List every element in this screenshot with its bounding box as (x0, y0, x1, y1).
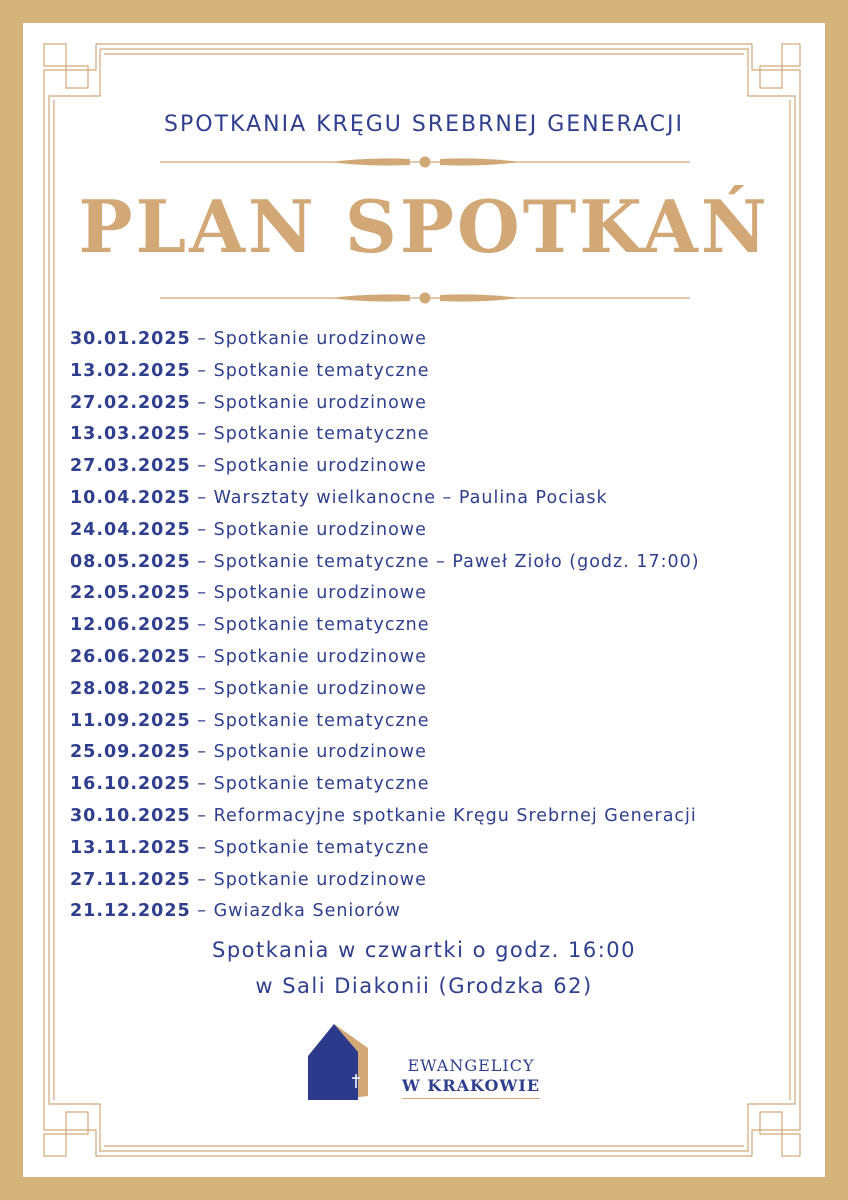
schedule-item (70, 578, 810, 610)
schedule-item (70, 356, 810, 388)
schedule-item (70, 737, 810, 769)
meeting-time-note: Spotkania w czwartki o godz. 16:00 (211, 938, 637, 962)
schedule-item (70, 388, 810, 420)
schedule-date: 27.02.2025 (70, 392, 191, 413)
schedule-description: – Reformacyjne spotkanie Kręgu Srebrnej Generacji (190, 805, 697, 826)
schedule-date: 25.09.2025 (70, 742, 191, 763)
schedule-date: 22.05.2025 (70, 583, 191, 604)
schedule-date: 24.04.2025 (70, 519, 191, 540)
schedule-description: – Spotkanie tematyczne – Paweł Zioło (godz. 17:00) (190, 551, 700, 572)
ornament-divider-bottom (160, 292, 690, 304)
schedule-description: – Spotkanie urodzinowe (190, 456, 427, 477)
schedule-description: – Warsztaty wielkanocne – Paulina Pociask (190, 487, 608, 508)
schedule-description: – Spotkanie urodzinowe (190, 329, 427, 349)
church-logo-text (396, 1056, 546, 1099)
schedule-date: 10.04.2025 (70, 487, 191, 508)
schedule-item (70, 833, 810, 865)
meeting-location-note: w Sali Diakonii (Grodzka 62) (255, 974, 593, 998)
schedule-date: 21.12.2025 (70, 901, 191, 922)
schedule-description: – Spotkanie urodzinowe (190, 583, 427, 604)
schedule-date: 13.02.2025 (70, 360, 191, 381)
schedule-item (70, 451, 810, 483)
schedule-description: – Spotkanie tematyczne (190, 774, 430, 795)
schedule-date: 30.01.2025 (70, 329, 191, 349)
schedule-description: – Spotkanie urodzinowe (190, 519, 427, 540)
schedule-description: – Spotkanie urodzinowe (190, 392, 427, 413)
schedule-date: 27.03.2025 (70, 456, 191, 477)
schedule-description: – Spotkanie tematyczne (190, 710, 430, 731)
logo-line-1: EWANGELICY (407, 1056, 535, 1075)
schedule-date: 30.10.2025 (70, 805, 191, 826)
schedule-item (70, 706, 810, 738)
schedule-description: – Spotkanie urodzinowe (190, 869, 427, 890)
schedule-description: – Spotkanie urodzinowe (190, 678, 427, 699)
schedule-date: 28.08.2025 (70, 678, 191, 699)
schedule-description: – Spotkanie tematyczne (190, 615, 430, 636)
poster-subtitle: SPOTKANIA KRĘGU SREBRNEJ GENERACJI (164, 112, 684, 137)
schedule-date: 13.11.2025 (70, 837, 191, 858)
schedule-item (70, 642, 810, 674)
schedule-description: – Spotkanie urodzinowe (190, 646, 427, 667)
schedule-description: – Spotkanie tematyczne (190, 360, 430, 381)
schedule-date: 27.11.2025 (70, 869, 191, 890)
schedule-description: – Spotkanie tematyczne (190, 424, 430, 445)
schedule-item (70, 769, 810, 801)
ornament-divider-top (160, 156, 690, 168)
schedule-item (70, 801, 810, 833)
schedule-description: – Spotkanie urodzinowe (190, 742, 427, 763)
schedule-date: 26.06.2025 (70, 646, 191, 667)
schedule-item (70, 896, 810, 928)
schedule-description: – Spotkanie tematyczne (190, 837, 430, 858)
schedule-date: 13.03.2025 (70, 424, 191, 445)
schedule-item (70, 419, 810, 451)
schedule-date: 12.06.2025 (70, 615, 191, 636)
schedule-item (70, 483, 810, 515)
poster-title: PLAN SPOTKAŃ (78, 184, 770, 269)
schedule-description: – Gwiazdka Seniorów (190, 901, 401, 922)
schedule-item (70, 865, 810, 897)
logo-line-2: W KRAKOWIE (402, 1076, 540, 1099)
schedule-item (70, 515, 810, 547)
schedule-item (70, 324, 810, 356)
schedule-date: 11.09.2025 (70, 710, 191, 731)
meeting-schedule (70, 324, 810, 928)
schedule-item (70, 674, 810, 706)
church-logo-icon (306, 1022, 374, 1102)
schedule-date: 16.10.2025 (70, 774, 191, 795)
schedule-date: 08.05.2025 (70, 551, 191, 572)
schedule-item (70, 610, 810, 642)
schedule-item (70, 547, 810, 579)
